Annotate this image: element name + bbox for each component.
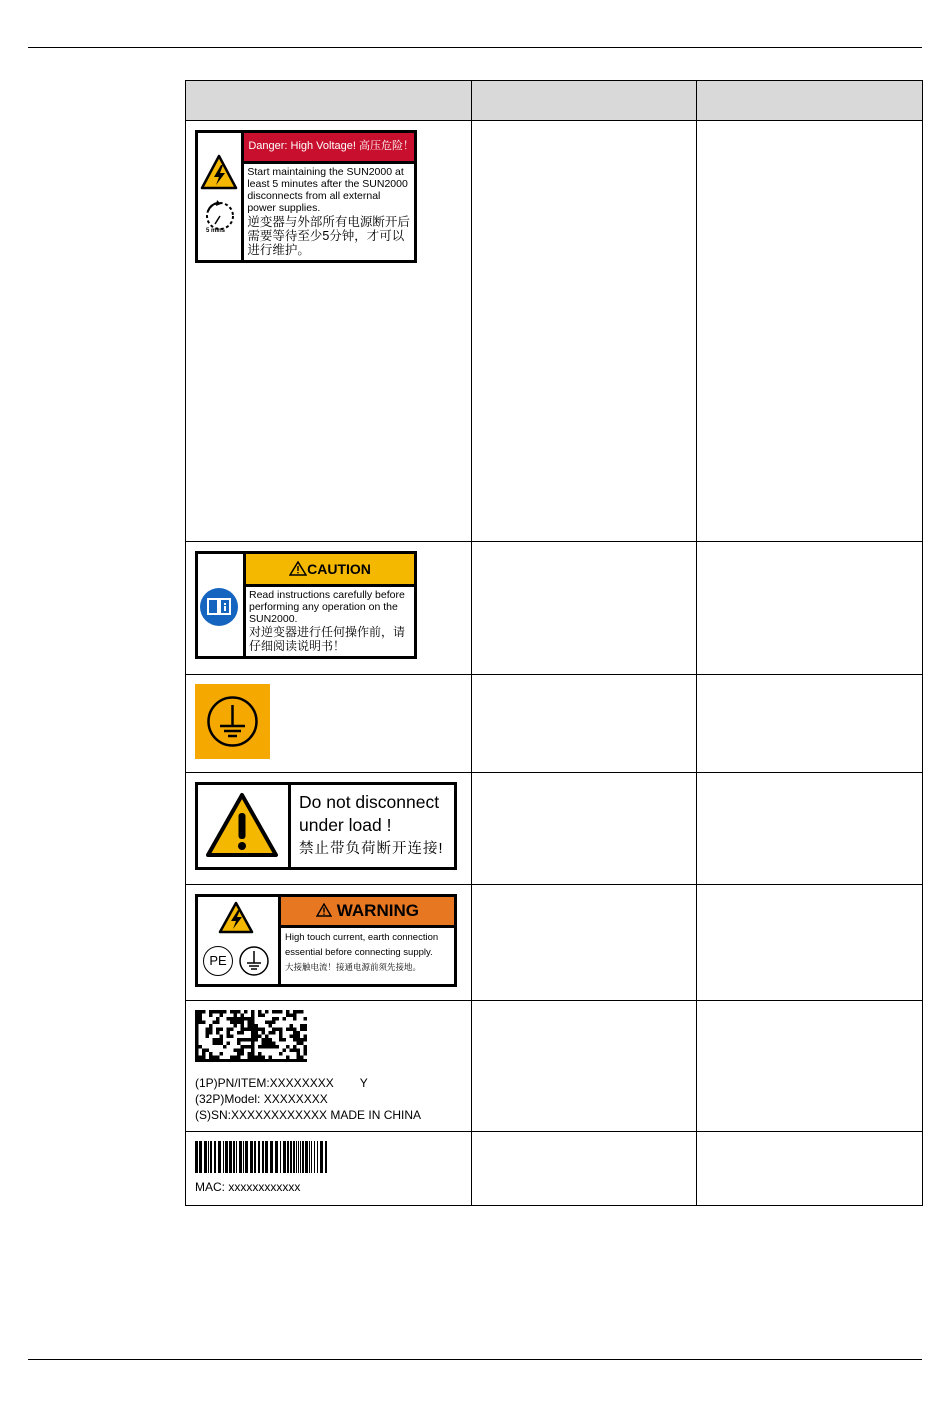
pe-text: PE — [209, 953, 227, 968]
data-matrix-code — [195, 1010, 309, 1062]
description-cell — [472, 121, 697, 542]
mac-text: MAC: xxxxxxxxxxxx — [195, 1180, 301, 1194]
notes-cell — [697, 121, 923, 542]
model-text: (32P)Model: XXXXXXXX — [195, 1092, 328, 1106]
table-row — [186, 542, 923, 675]
warning-header: WARNING — [336, 901, 419, 920]
barcode — [195, 1141, 329, 1173]
table-row — [186, 1001, 923, 1132]
label-image-cell — [186, 542, 472, 675]
caution-label — [195, 551, 417, 659]
danger-header: Danger: High Voltage! 高压危险！ — [244, 133, 414, 164]
warning-text-en-1: High touch current, earth connection — [285, 932, 439, 943]
caution-header: CAUTION — [307, 561, 371, 577]
ground-label — [195, 684, 270, 759]
disconnect-line-1: Do not disconnect — [299, 792, 440, 812]
warning-text-en-2: essential before connecting supply. — [285, 947, 433, 958]
label-image-cell — [186, 675, 472, 773]
exclamation-warning-icon — [204, 791, 280, 861]
disconnect-line-2: under load ! — [299, 815, 392, 835]
warning-text-zh: 大接触电流！接通电源前须先接地。 — [285, 962, 422, 972]
warning-triangle-icon — [289, 561, 307, 576]
notes-cell — [697, 542, 923, 675]
do-not-disconnect-label — [195, 782, 457, 870]
high-voltage-icon — [218, 901, 254, 935]
table-row — [186, 885, 923, 1001]
notes-cell — [697, 885, 923, 1001]
pn-text: (1P)PN/ITEM:XXXXXXXX — [195, 1076, 334, 1090]
header-cell — [697, 81, 923, 121]
description-cell — [472, 885, 697, 1001]
warning-triangle-icon — [316, 903, 332, 917]
notes-cell — [697, 1132, 923, 1206]
disconnect-text-zh: 禁止带负荷断开连接! — [299, 841, 444, 857]
description-cell — [472, 1132, 697, 1206]
header-rule — [28, 47, 922, 48]
table-row — [186, 121, 923, 542]
protective-earth-icon — [238, 945, 270, 977]
danger-text-en: Start maintaining the SUN2000 at least 5 minutes after the SUN2000 disconnects from all external power supplies. — [247, 166, 408, 214]
label-image-cell — [186, 1132, 472, 1206]
protective-earth-icon — [195, 684, 270, 759]
label-image-cell — [186, 1001, 472, 1132]
description-cell — [472, 773, 697, 885]
notes-cell — [697, 773, 923, 885]
label-image-cell — [186, 885, 472, 1001]
header-cell — [472, 81, 697, 121]
danger-text-zh: 逆变器与外部所有电源断开后需要等待至少5分钟，才可以进行维护。 — [247, 215, 410, 257]
pe-symbol — [203, 946, 233, 976]
notes-cell — [697, 675, 923, 773]
label-image-cell — [186, 121, 472, 542]
caution-text-en: Read instructions carefully before performing any operation on the SUN2000. — [249, 589, 405, 625]
timer-caption: 5 mins — [206, 228, 226, 234]
header-cell — [186, 81, 472, 121]
table-row — [186, 675, 923, 773]
pn-suffix: Y — [359, 1076, 368, 1090]
warning-touch-current-label — [195, 894, 457, 987]
danger-high-voltage-label — [195, 130, 417, 263]
label-image-cell — [186, 773, 472, 885]
notes-cell — [697, 1001, 923, 1132]
description-cell — [472, 675, 697, 773]
footer-rule — [28, 1359, 922, 1360]
table-header-row — [186, 81, 923, 121]
description-cell — [472, 542, 697, 675]
high-voltage-icon — [199, 153, 239, 193]
label-table — [185, 80, 923, 1206]
table-row — [186, 773, 923, 885]
sn-text: (S)SN:XXXXXXXXXXXX MADE IN CHINA — [195, 1108, 422, 1122]
read-manual-icon — [199, 587, 239, 627]
description-cell — [472, 1001, 697, 1132]
caution-text-zh: 对逆变器进行任何操作前，请仔细阅读说明书！ — [249, 625, 406, 653]
table-row — [186, 1132, 923, 1206]
